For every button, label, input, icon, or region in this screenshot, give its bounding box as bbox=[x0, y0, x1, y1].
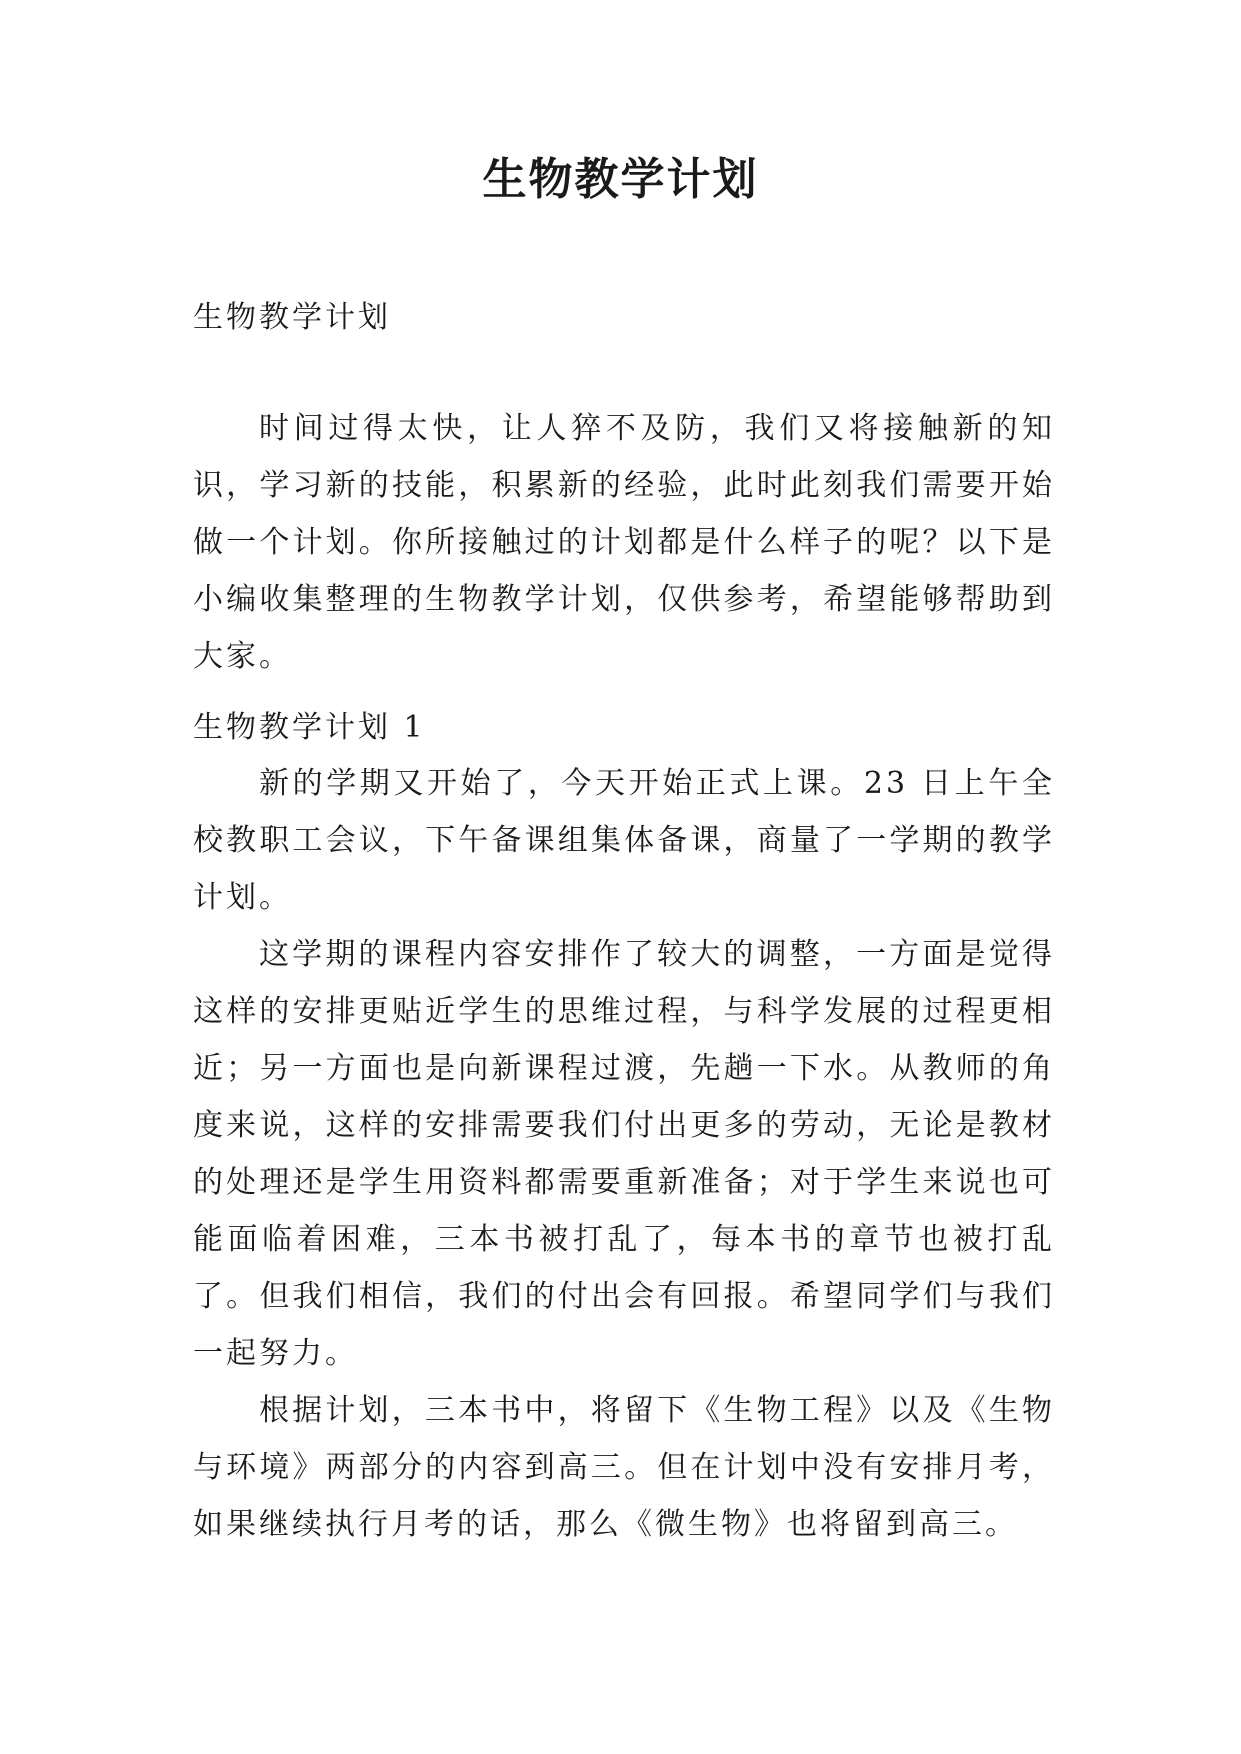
section-heading-block bbox=[193, 699, 1055, 756]
intro-paragraph: 时间过得太快，让人猝不及防，我们又将接触新的知识，学习新的技能，积累新的经验，此时此刻我们需要开始做一个计划。你所接触过的计划都是什么样子的呢？以下是小编收集整理的生物教学计划，仅供参考，希望能够帮助到大家。 bbox=[193, 411, 1055, 674]
section-body bbox=[193, 755, 1055, 1553]
document-subtitle bbox=[193, 289, 1055, 346]
body-paragraph-1: 新的学期又开始了，今天开始正式上课。23 日上午全校教职工会议，下午备课组集体备课，商量了一学期的教学计划。 bbox=[193, 766, 1055, 915]
intro-block bbox=[193, 400, 1055, 685]
document-title: 生物教学计划 bbox=[482, 154, 759, 205]
body-paragraph-3: 根据计划，三本书中，将留下《生物工程》以及《生物与环境》两部分的内容到高三。但在计划中没有安排月考，如果继续执行月考的话，那么《微生物》也将留到高三。 bbox=[193, 1393, 1055, 1542]
section-heading: 生物教学计划 1 bbox=[193, 710, 426, 745]
subtitle-text: 生物教学计划 bbox=[193, 300, 391, 335]
body-paragraph-2: 这学期的课程内容安排作了较大的调整，一方面是觉得这样的安排更贴近学生的思维过程，与科学发展的过程更相近；另一方面也是向新课程过渡，先趟一下水。从教师的角度来说，这样的安排需要我们付出更多的劳动，无论是教材的处理还是学生用资料都需要重新准备；对于学生来说也可能面临着困难，三本书被打乱了，每本书的章节也被打乱了。但我们相信，我们的付出会有回报。希望同学们与我们一起努力。 bbox=[193, 937, 1055, 1371]
